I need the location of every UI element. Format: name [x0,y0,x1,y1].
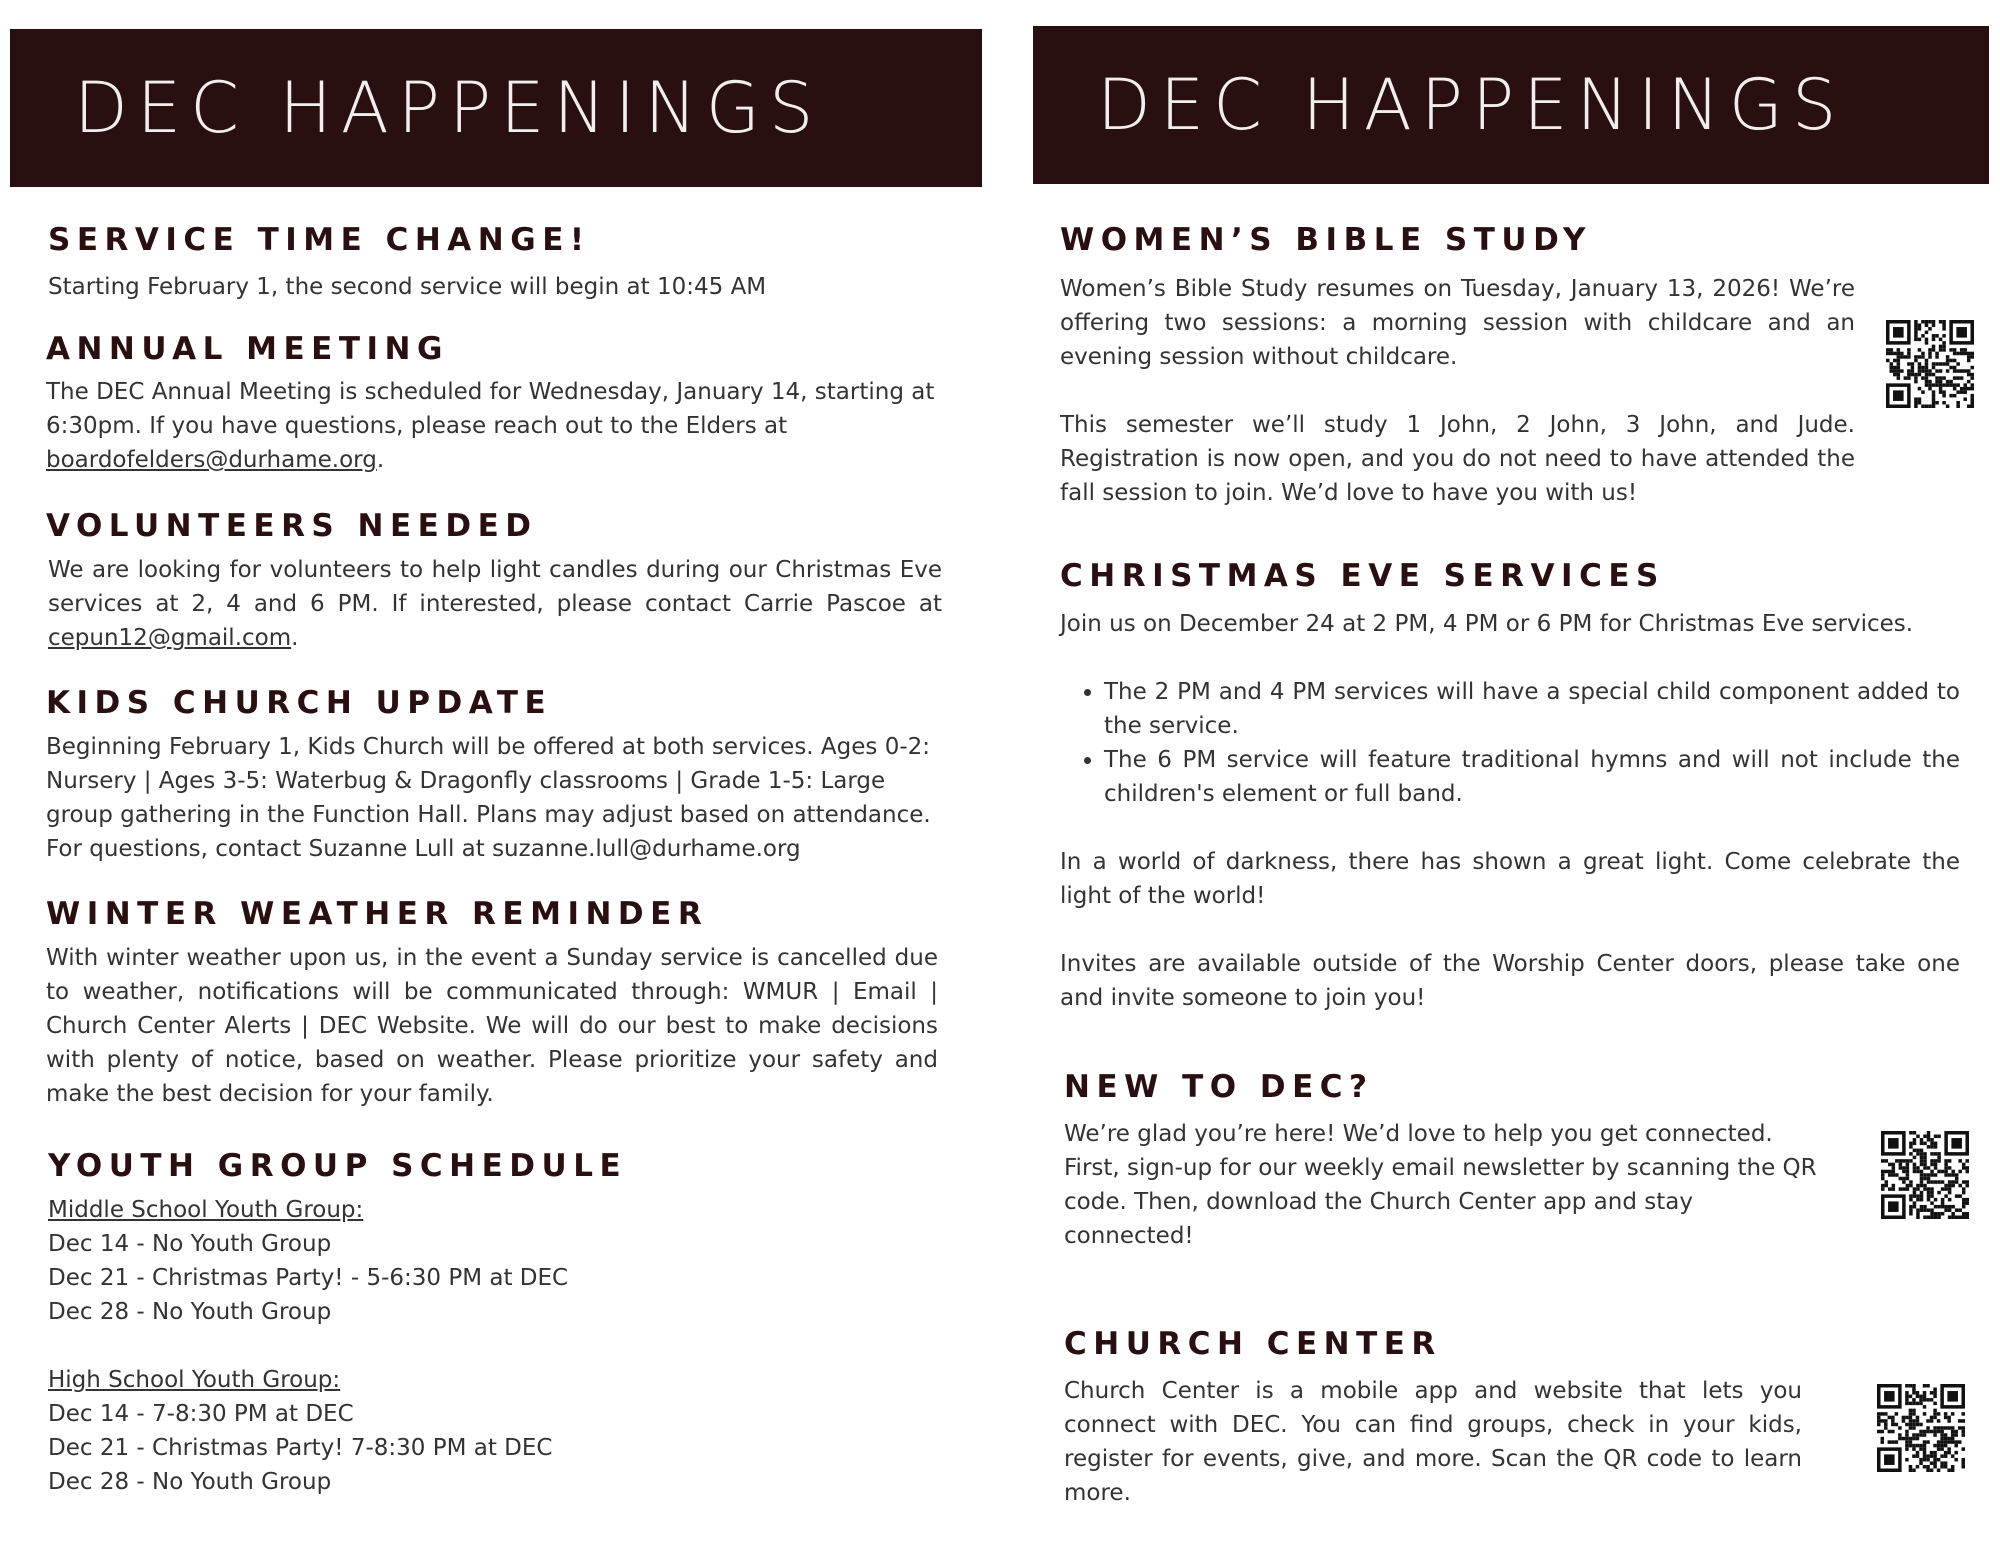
service-time-body: Starting February 1, the second service will begin at 10:45 AM [48,274,767,300]
church-center-section [1064,1326,1802,1510]
winter-weather-section [46,896,938,1111]
high-school-label: High School Youth Group: [48,1367,341,1393]
volunteers-heading: VOLUNTEERS NEEDED [46,508,538,544]
elders-email-link[interactable]: boardofelders@durhame.org [46,447,377,473]
middle-school-label: Middle School Youth Group: [48,1197,364,1223]
new-to-dec-heading: NEW TO DEC? [1064,1069,1374,1105]
new-to-dec-line-2: First, sign-up for our weekly email newsletter by scanning the QR [1064,1155,1817,1181]
annual-meeting-section [46,331,946,477]
middle-school-item: Dec 14 - No Youth Group [48,1231,332,1257]
volunteers-body [46,553,942,655]
volunteers-text: We are looking for volunteers to help light candles during our Christmas Eve services at 2, 4 and 6 PM. If interested, please contact Carrie Pascoe at [48,557,942,617]
list-item: • The 6 PM service will feature traditional hymns and will not include the children's element or full band. [1104,743,1960,811]
youth-group-section [48,1148,948,1499]
new-to-dec-section [1064,1069,1844,1253]
christmas-eve-para-3: Invites are available outside of the Worship Center doors, please take one and invite someone to join you! [1060,951,1960,1011]
christmas-eve-intro: Join us on December 24 at 2 PM, 4 PM or 6 PM for Christmas Eve services. [1060,611,1914,637]
qr-code-icon[interactable] [1881,1131,1969,1219]
annual-meeting-body [46,375,946,477]
christmas-eve-section [1060,558,1960,1015]
volunteers-section [46,508,942,655]
qr-code-icon[interactable] [1886,320,1974,408]
left-page-title: DEC HAPPENINGS [74,67,823,149]
christmas-eve-heading: CHRISTMAS EVE SERVICES [1060,558,1665,594]
new-to-dec-line-1: We’re glad you’re here! We’d love to help you get connected. [1064,1121,1773,1147]
high-school-item: Dec 21 - Christmas Party! 7-8:30 PM at DEC [48,1435,553,1461]
kids-church-line-1: Beginning February 1, Kids Church will be offered at both services. Ages 0-2: [46,734,931,760]
kids-church-body [46,730,946,866]
new-to-dec-body [1064,1117,1844,1253]
youth-group-schedule [48,1193,948,1499]
kids-church-section [46,685,946,866]
womens-bible-para-2: This semester we’ll study 1 John, 2 John, 3 John, and Jude. Registration is now open, and you do not need to have attended the fall session to join. We’d love to have you with us! [1060,412,1855,506]
new-to-dec-line-4: connected! [1064,1223,1194,1249]
middle-school-item: Dec 28 - No Youth Group [48,1299,332,1325]
high-school-item: Dec 14 - 7-8:30 PM at DEC [48,1401,354,1427]
volunteer-email-link[interactable]: cepun12@gmail.com [48,625,292,651]
list-item: • The 2 PM and 4 PM services will have a special child component added to the service. [1104,675,1960,743]
winter-weather-heading: WINTER WEATHER REMINDER [46,896,709,932]
middle-school-item: Dec 21 - Christmas Party! - 5-6:30 PM at DEC [48,1265,569,1291]
kids-church-line-4: For questions, contact Suzanne Lull at suzanne.lull@durhame.org [46,836,801,862]
youth-group-heading: YOUTH GROUP SCHEDULE [48,1148,628,1184]
christmas-eve-list [1060,675,1960,811]
winter-weather-body: With winter weather upon us, in the event a Sunday service is cancelled due to weather, notifications will be communicated through: WMUR | Email | Church Center Alerts | DEC Website. We will do our best to make decisions with plenty of notice, based on weather. Please prioritize your safety and make the best decision for your family. [46,945,938,1107]
left-banner [10,29,982,187]
qr-code-icon[interactable] [1877,1384,1965,1472]
kids-church-heading: KIDS CHURCH UPDATE [46,685,553,721]
annual-meeting-heading: ANNUAL MEETING [46,331,449,367]
service-time-heading: SERVICE TIME CHANGE! [48,222,591,258]
annual-meeting-period: . [376,447,385,473]
christmas-eve-para-2: In a world of darkness, there has shown a great light. Come celebrate the light of the world! [1060,849,1960,909]
womens-bible-para-1: Women’s Bible Study resumes on Tuesday, January 13, 2026! We’re offering two sessions: a morning session with childcare and an evening session without childcare. [1060,276,1855,370]
kids-church-line-2: Nursery | Ages 3-5: Waterbug & Dragonfly classrooms | Grade 1-5: Large [46,768,886,794]
church-center-body: Church Center is a mobile app and website that lets you connect with DEC. You can find groups, check in your kids, register for events, give, and more. Scan the QR code to learn more. [1064,1378,1802,1506]
annual-meeting-line-1: The DEC Annual Meeting is scheduled for Wednesday, January 14, starting at [46,379,935,405]
high-school-item: Dec 28 - No Youth Group [48,1469,332,1495]
volunteers-period: . [291,625,299,651]
new-to-dec-line-3: code. Then, download the Church Center app and stay [1064,1189,1693,1215]
kids-church-line-3: group gathering in the Function Hall. Plans may adjust based on attendance. [46,802,931,828]
right-page-title: DEC HAPPENINGS [1097,64,1846,146]
right-banner [1033,26,1989,184]
church-center-heading: CHURCH CENTER [1064,1326,1442,1362]
womens-bible-heading: WOMEN’S BIBLE STUDY [1060,222,1592,258]
annual-meeting-line-2: 6:30pm. If you have questions, please reach out to the Elders at [46,413,788,439]
service-time-section [48,222,948,304]
womens-bible-section [1060,222,1855,510]
